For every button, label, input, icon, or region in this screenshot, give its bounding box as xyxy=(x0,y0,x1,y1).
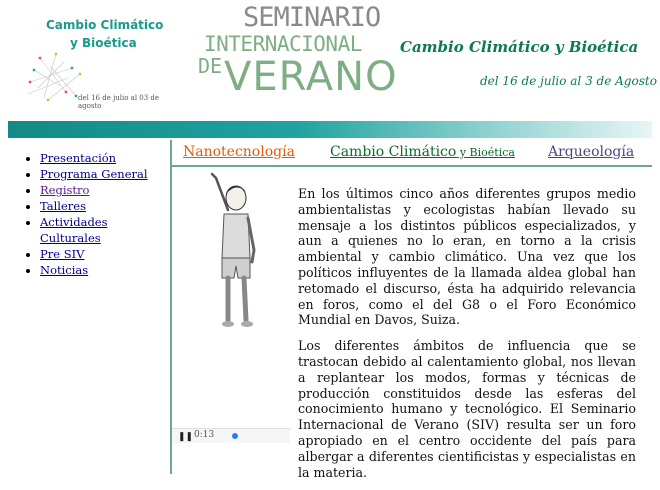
sidebar-item-programa-general xyxy=(40,166,170,182)
sidebar-nav xyxy=(20,150,170,278)
sidebar-link-pre-siv[interactable]: Pre SIV xyxy=(40,247,85,261)
seminar-logo-line4: VERANO xyxy=(224,54,398,100)
header-title: Cambio Climático y Bioética xyxy=(400,38,639,56)
tab-cambio-climatico-sublabel: y Bioética xyxy=(456,146,515,159)
sidebar-divider xyxy=(170,140,172,474)
header-dates: del 16 de julio al 3 de Agosto xyxy=(480,74,657,88)
tabs-underline xyxy=(172,165,652,167)
content-paragraph-1: En los últimos cinco años diferentes grupos medio ambientalistas y ecologistas habían llevado su mensaje a los distintos públicos especializados, y aun a quienes no lo eran, en torno a la crisis ambiental y cambio climático. Una vez que los políticos influyentes de la llamada aldea global han retomado el discurso, ésta ha adquirido relevancia en foros, como el del G8 o el Foro Económico Mundial en Davos, Suiza. xyxy=(298,186,636,328)
tab-cambio-climatico[interactable] xyxy=(330,144,515,160)
seminar-logo-line1: SEMINARIO xyxy=(243,2,381,33)
sidebar-item-registro xyxy=(40,182,170,198)
sidebar-item-actividades-culturales xyxy=(40,214,170,246)
tab-nanotecnologia[interactable]: Nanotecnología xyxy=(183,144,295,160)
video-progress-dot[interactable] xyxy=(232,433,238,439)
seminar-logo xyxy=(198,2,398,107)
tab-arqueologia[interactable]: Arqueología xyxy=(548,144,635,160)
sidebar-link-registro[interactable]: Registro xyxy=(40,183,90,197)
logo-title-line2: y Bioética xyxy=(70,36,137,50)
sidebar-link-actividades-culturales[interactable]: Actividades Culturales xyxy=(40,215,108,245)
sidebar-item-noticias xyxy=(40,262,170,278)
header-divider-bar xyxy=(8,121,652,138)
tab-cambio-climatico-label: Cambio Climático xyxy=(330,144,457,160)
sidebar-item-pre-siv xyxy=(40,246,170,262)
sidebar-link-programa-general[interactable]: Programa General xyxy=(40,167,148,181)
logo-date: del 16 de julio al 03 de agosto xyxy=(78,94,160,110)
boy-illustration xyxy=(200,170,280,335)
video-time: 0:13 xyxy=(194,430,215,440)
seminar-logo-line2: INTERNACIONAL xyxy=(204,32,362,56)
main-content xyxy=(298,186,636,490)
sidebar-link-presentacion[interactable]: Presentación xyxy=(40,151,117,165)
video-controls xyxy=(172,428,290,443)
logo-title-line1: Cambio Climático xyxy=(46,18,164,32)
pause-icon[interactable]: ❚❚ xyxy=(178,432,194,442)
event-logo xyxy=(20,8,180,108)
sidebar-link-talleres[interactable]: Talleres xyxy=(40,199,86,213)
content-paragraph-2: Los diferentes ámbitos de influencia que se trastocan debido al calentamiento global, nos llevan a replantear los modos, formas y técnicas de producción constituidos desde las esferas del conocimiento humano y tecnológico. El Seminario Internacional de Verano (SIV) resulta ser un foro apropiado en el centro occidente del país para albergar a diferentes cientificistas y especialistas en la materia. xyxy=(298,338,636,480)
sidebar-item-talleres xyxy=(40,198,170,214)
sidebar-item-presentacion xyxy=(40,150,170,166)
sidebar-link-noticias[interactable]: Noticias xyxy=(40,263,89,277)
seminar-logo-line3: DE xyxy=(198,54,223,78)
topic-tabs xyxy=(172,140,660,166)
page-header xyxy=(0,0,660,120)
